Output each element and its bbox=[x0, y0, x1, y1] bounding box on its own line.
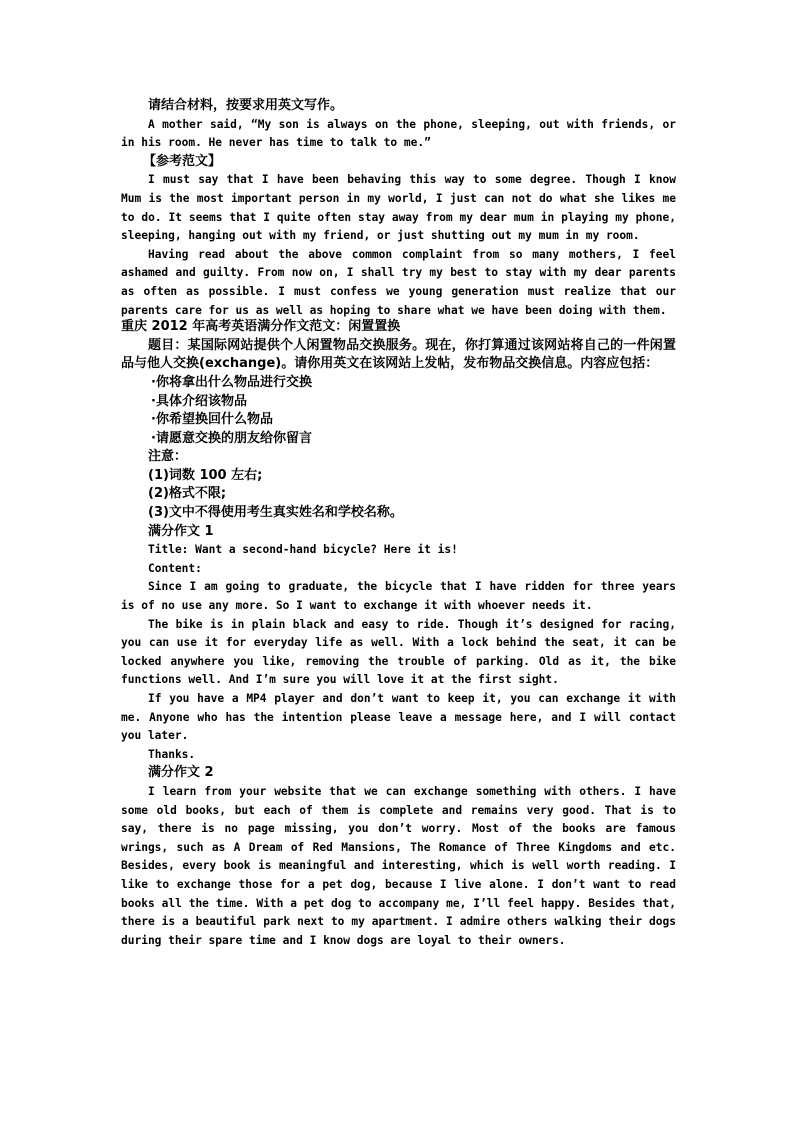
bullet-item: ·你将拿出什么物品进行交换 bbox=[151, 374, 312, 390]
bullet-item: ·请愿意交换的朋友给你留言 bbox=[151, 430, 312, 446]
essay1-paragraph-1: Since I am going to graduate, the bicycle that I have ridden for three years is of no use any more. So I want to exchange it with whoever needs it. bbox=[121, 580, 676, 613]
instruction-text: 请结合材料，按要求用英文写作。 bbox=[148, 98, 344, 113]
material-text: A mother said, “My son is always on the phone, sleeping, out with friends, or in his room. He never has time to talk to me.” bbox=[121, 117, 676, 150]
essay1-content-label: Content: bbox=[148, 561, 202, 575]
essay2-label: 满分作文 2 bbox=[148, 765, 214, 781]
essay1-label: 满分作文 1 bbox=[148, 523, 214, 539]
section-heading: 重庆 2012 年高考英语满分作文范文：闲置置换 bbox=[121, 319, 401, 335]
note-item: (2)格式不限; bbox=[148, 486, 227, 502]
essay1-title: Title: Want a second-hand bicycle? Here it is! bbox=[148, 543, 458, 557]
prompt-text: 题目：某国际网站提供个人闲置物品交换服务。现在，你打算通过该网站将自己的一件闲置品与他人交换(exchange)。请你用英文在该网站上发帖，发布物品交换信息。内容应包括： bbox=[121, 337, 676, 372]
essay1-paragraph-3: If you have a MP4 player and don’t want to keep it, you can exchange it with me. Anyone who has the intention please leave a message here, and I will contact you later. bbox=[121, 692, 676, 743]
document-page bbox=[121, 97, 676, 950]
reference-paragraph-2: Having read about the above common complaint from so many mothers, I feel ashamed and guilty. From now on, I shall try my best to stay with my dear parents as often as possible. I must confess we young generation must realize that our parents care for us as well as hoping to share what we have been doing with them. bbox=[121, 247, 676, 317]
bullet-list bbox=[121, 374, 676, 448]
notes-label: 注意： bbox=[148, 449, 188, 465]
bullet-item: ·你希望换回什么物品 bbox=[151, 412, 273, 428]
note-item: (3)文中不得使用考生真实姓名和学校名称。 bbox=[148, 505, 403, 521]
reference-paragraph-1: I must say that I have been behaving this way to some degree. Though I know Mum is the most important person in my world, I just can not do what she likes me to do. It seems that I quite often stay away from my dear mum in playing my phone, sleeping, hanging out with my friend, or just shutting out my mum in my room. bbox=[121, 173, 676, 243]
essay1-paragraph-2: The bike is in plain black and easy to ride. Though it’s designed for racing, you can use it for everyday life as well. With a lock behind the seat, it can be locked anywhere you like, removing the trouble of parking. Old as it, the bike functions well. And I’m sure you will love it at the first sight. bbox=[121, 617, 676, 687]
reference-label: 【参考范文】 bbox=[143, 153, 222, 169]
essay1-thanks: Thanks. bbox=[148, 747, 196, 761]
bullet-item: ·具体介绍该物品 bbox=[151, 393, 247, 409]
note-item: (1)词数 100 左右; bbox=[148, 467, 263, 483]
essay2-paragraph-1: I learn from your website that we can exchange something with others. I have some old books, but each of them is complete and remains very good. That is to say, there is no page missing, you don’t worry. Most of the books are famous wrings, such as A Dream of Red Mansions, The Romance of Three Kingdoms and etc. Besides, every book is meaningful and interesting, which is well worth reading. I like to exchange those for a pet dog, because I live alone. I don’t want to read books all the time. With a pet dog to accompany me, I’ll feel happy. Besides that, there is a beautiful park next to my apartment. I admire others walking their dogs during their spare time and I know dogs are loyal to their owners. bbox=[121, 784, 676, 947]
